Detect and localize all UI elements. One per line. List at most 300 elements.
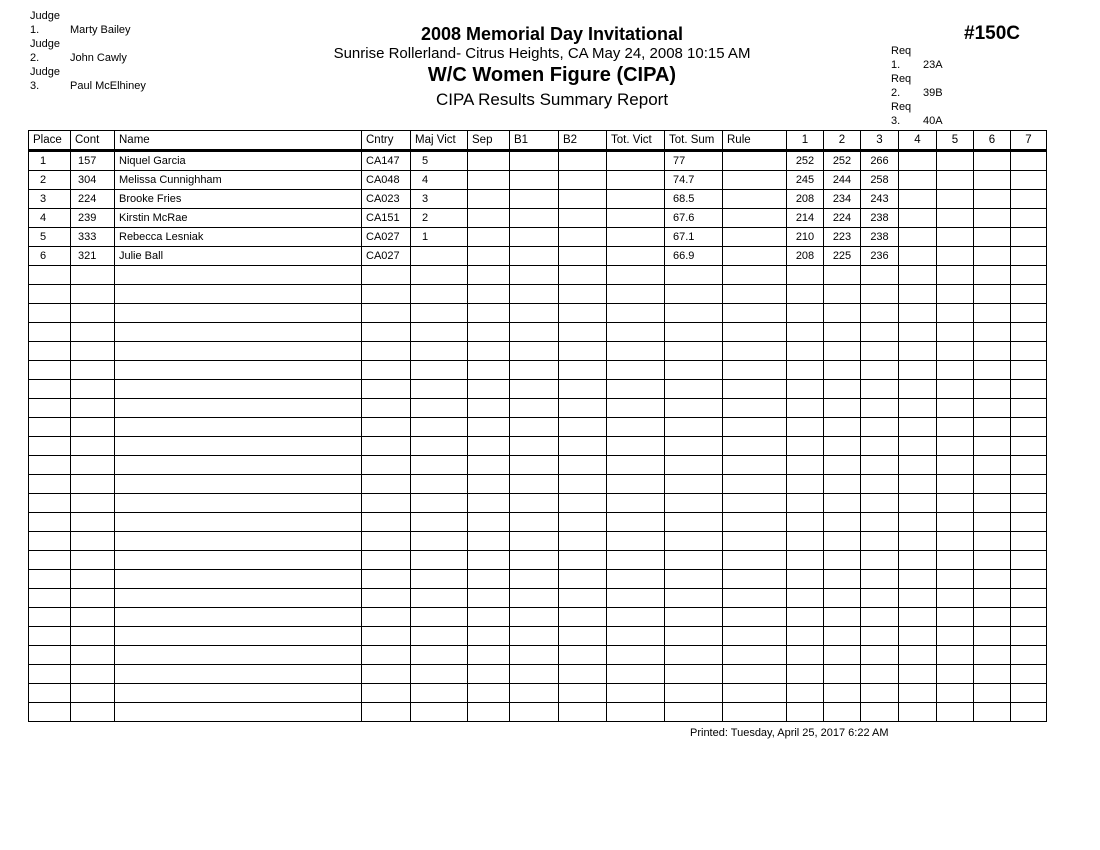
empty-cell — [861, 589, 899, 608]
empty-cell — [861, 380, 899, 399]
empty-cell — [937, 589, 974, 608]
empty-cell — [899, 266, 937, 285]
empty-cell — [559, 475, 607, 494]
empty-cell — [665, 475, 723, 494]
empty-cell — [787, 608, 824, 627]
empty-cell — [824, 266, 861, 285]
empty-cell — [29, 285, 71, 304]
empty-cell — [115, 665, 362, 684]
cell-maj-vict — [411, 247, 468, 266]
empty-cell — [29, 494, 71, 513]
empty-cell — [115, 608, 362, 627]
empty-table-row — [29, 589, 1047, 608]
empty-cell — [787, 323, 824, 342]
empty-cell — [937, 380, 974, 399]
empty-cell — [974, 570, 1011, 589]
empty-cell — [362, 494, 411, 513]
empty-cell — [411, 437, 468, 456]
empty-cell — [723, 684, 787, 703]
cell-cntry: CA048 — [362, 171, 411, 190]
empty-cell — [824, 399, 861, 418]
empty-cell — [115, 266, 362, 285]
empty-cell — [861, 266, 899, 285]
col-header-cont: Cont — [71, 131, 115, 151]
empty-cell — [974, 532, 1011, 551]
empty-cell — [787, 285, 824, 304]
empty-cell — [899, 494, 937, 513]
empty-cell — [1011, 323, 1047, 342]
empty-cell — [362, 646, 411, 665]
empty-cell — [411, 266, 468, 285]
cell-cont: 157 — [71, 151, 115, 171]
empty-cell — [861, 570, 899, 589]
empty-cell — [559, 285, 607, 304]
empty-cell — [899, 513, 937, 532]
cell-j3: 258 — [861, 171, 899, 190]
empty-cell — [937, 475, 974, 494]
empty-cell — [362, 627, 411, 646]
empty-cell — [115, 456, 362, 475]
empty-cell — [362, 266, 411, 285]
cell-cntry: CA027 — [362, 228, 411, 247]
empty-cell — [974, 665, 1011, 684]
empty-cell — [1011, 551, 1047, 570]
empty-cell — [115, 646, 362, 665]
empty-cell — [665, 532, 723, 551]
empty-cell — [411, 323, 468, 342]
empty-cell — [510, 285, 559, 304]
empty-cell — [115, 304, 362, 323]
empty-cell — [362, 304, 411, 323]
empty-cell — [607, 323, 665, 342]
empty-cell — [665, 589, 723, 608]
requirement-3 — [891, 100, 943, 128]
empty-cell — [824, 437, 861, 456]
req-value: 39B — [923, 87, 943, 99]
empty-cell — [1011, 646, 1047, 665]
cell-cont: 304 — [71, 171, 115, 190]
empty-cell — [468, 304, 510, 323]
empty-cell — [824, 646, 861, 665]
empty-cell — [607, 437, 665, 456]
empty-cell — [824, 627, 861, 646]
empty-cell — [787, 475, 824, 494]
col-header-judge-1: 1 — [787, 131, 824, 151]
empty-cell — [468, 646, 510, 665]
empty-cell — [787, 456, 824, 475]
empty-table-row — [29, 361, 1047, 380]
cell-j7 — [1011, 171, 1047, 190]
cell-j3: 243 — [861, 190, 899, 209]
venue-line: Sunrise Rollerland- Citrus Heights, CA May 24, 2008 10:15 AM — [333, 45, 751, 62]
empty-cell — [723, 513, 787, 532]
empty-cell — [559, 361, 607, 380]
empty-cell — [29, 304, 71, 323]
empty-cell — [607, 456, 665, 475]
empty-table-row — [29, 551, 1047, 570]
cell-place: 5 — [29, 228, 71, 247]
empty-cell — [899, 627, 937, 646]
col-header-b1: B1 — [510, 131, 559, 151]
empty-cell — [607, 285, 665, 304]
cell-rule — [723, 190, 787, 209]
empty-cell — [974, 323, 1011, 342]
empty-cell — [665, 608, 723, 627]
empty-table-row — [29, 456, 1047, 475]
cell-place: 1 — [29, 151, 71, 171]
empty-cell — [899, 456, 937, 475]
empty-cell — [861, 304, 899, 323]
empty-cell — [71, 399, 115, 418]
empty-cell — [71, 285, 115, 304]
empty-cell — [1011, 513, 1047, 532]
empty-cell — [362, 589, 411, 608]
empty-cell — [1011, 608, 1047, 627]
cell-b2 — [559, 171, 607, 190]
cell-sep — [468, 151, 510, 171]
empty-table-row — [29, 665, 1047, 684]
judge-name: Paul McElhiney — [70, 80, 146, 92]
empty-cell — [665, 418, 723, 437]
cell-tot-sum: 77 — [665, 151, 723, 171]
empty-cell — [362, 285, 411, 304]
cell-j2: 224 — [824, 209, 861, 228]
empty-cell — [468, 532, 510, 551]
empty-cell — [411, 285, 468, 304]
col-header-maj-vict: Maj Vict — [411, 131, 468, 151]
empty-cell — [71, 627, 115, 646]
empty-cell — [607, 532, 665, 551]
empty-table-row — [29, 703, 1047, 722]
cell-cntry: CA023 — [362, 190, 411, 209]
req-value: 40A — [923, 115, 943, 127]
cell-tot-sum: 74.7 — [665, 171, 723, 190]
empty-cell — [362, 684, 411, 703]
empty-cell — [787, 646, 824, 665]
empty-cell — [29, 456, 71, 475]
empty-cell — [937, 608, 974, 627]
empty-cell — [861, 703, 899, 722]
empty-cell — [723, 323, 787, 342]
empty-cell — [937, 437, 974, 456]
empty-cell — [861, 627, 899, 646]
empty-cell — [665, 361, 723, 380]
empty-cell — [974, 266, 1011, 285]
cell-maj-vict: 1 — [411, 228, 468, 247]
cell-place: 2 — [29, 171, 71, 190]
cell-sep — [468, 247, 510, 266]
col-header-tot-sum: Tot. Sum — [665, 131, 723, 151]
empty-table-row — [29, 475, 1047, 494]
table-header-row — [29, 131, 1047, 151]
empty-cell — [411, 532, 468, 551]
cell-j6 — [974, 247, 1011, 266]
empty-cell — [787, 627, 824, 646]
cell-j4 — [899, 171, 937, 190]
empty-cell — [861, 456, 899, 475]
empty-cell — [824, 285, 861, 304]
cell-j3: 238 — [861, 209, 899, 228]
empty-cell — [937, 703, 974, 722]
empty-cell — [559, 589, 607, 608]
col-header-judge-2: 2 — [824, 131, 861, 151]
empty-cell — [411, 304, 468, 323]
empty-cell — [723, 589, 787, 608]
empty-table-row — [29, 304, 1047, 323]
empty-cell — [559, 266, 607, 285]
empty-cell — [824, 703, 861, 722]
empty-cell — [115, 532, 362, 551]
empty-cell — [861, 551, 899, 570]
empty-cell — [468, 285, 510, 304]
empty-cell — [411, 684, 468, 703]
empty-cell — [974, 475, 1011, 494]
empty-cell — [899, 399, 937, 418]
judge-label: Judge 3. — [30, 66, 60, 92]
empty-cell — [607, 304, 665, 323]
empty-cell — [723, 380, 787, 399]
empty-cell — [974, 703, 1011, 722]
empty-cell — [974, 399, 1011, 418]
empty-cell — [71, 665, 115, 684]
table-row — [29, 247, 1047, 266]
empty-cell — [468, 665, 510, 684]
empty-cell — [974, 456, 1011, 475]
empty-cell — [411, 608, 468, 627]
empty-table-row — [29, 418, 1047, 437]
empty-cell — [861, 513, 899, 532]
empty-cell — [937, 323, 974, 342]
empty-cell — [607, 627, 665, 646]
empty-cell — [71, 608, 115, 627]
cell-b1 — [510, 151, 559, 171]
empty-cell — [510, 304, 559, 323]
empty-cell — [1011, 570, 1047, 589]
empty-cell — [974, 513, 1011, 532]
empty-cell — [1011, 703, 1047, 722]
col-header-sep: Sep — [468, 131, 510, 151]
empty-cell — [468, 475, 510, 494]
empty-cell — [115, 627, 362, 646]
empty-cell — [1011, 266, 1047, 285]
empty-cell — [362, 418, 411, 437]
empty-cell — [468, 703, 510, 722]
empty-cell — [411, 665, 468, 684]
empty-cell — [559, 342, 607, 361]
empty-cell — [71, 703, 115, 722]
empty-cell — [1011, 380, 1047, 399]
empty-cell — [824, 570, 861, 589]
empty-cell — [787, 551, 824, 570]
empty-cell — [115, 323, 362, 342]
empty-cell — [1011, 342, 1047, 361]
empty-cell — [824, 494, 861, 513]
cell-j2: 225 — [824, 247, 861, 266]
empty-cell — [824, 342, 861, 361]
empty-cell — [510, 437, 559, 456]
empty-cell — [787, 399, 824, 418]
empty-cell — [861, 342, 899, 361]
empty-cell — [559, 418, 607, 437]
empty-cell — [723, 285, 787, 304]
empty-cell — [510, 570, 559, 589]
cell-maj-vict: 4 — [411, 171, 468, 190]
empty-cell — [665, 285, 723, 304]
empty-cell — [1011, 665, 1047, 684]
empty-cell — [71, 494, 115, 513]
cell-rule — [723, 151, 787, 171]
judge-1 — [30, 9, 146, 37]
empty-cell — [723, 494, 787, 513]
empty-cell — [937, 266, 974, 285]
cell-b1 — [510, 209, 559, 228]
judge-3 — [30, 65, 146, 93]
empty-cell — [510, 399, 559, 418]
cell-maj-vict: 3 — [411, 190, 468, 209]
empty-cell — [411, 475, 468, 494]
empty-cell — [510, 456, 559, 475]
empty-cell — [974, 437, 1011, 456]
cell-j6 — [974, 209, 1011, 228]
empty-cell — [787, 380, 824, 399]
empty-cell — [411, 627, 468, 646]
empty-cell — [510, 418, 559, 437]
empty-cell — [787, 342, 824, 361]
cell-sep — [468, 171, 510, 190]
cell-tot-vict — [607, 247, 665, 266]
empty-cell — [559, 380, 607, 399]
empty-cell — [607, 475, 665, 494]
judges-list — [30, 9, 146, 93]
cell-j1: 252 — [787, 151, 824, 171]
cell-b2 — [559, 209, 607, 228]
cell-b2 — [559, 228, 607, 247]
cell-rule — [723, 228, 787, 247]
judge-2 — [30, 37, 146, 65]
cell-name: Rebecca Lesniak — [115, 228, 362, 247]
empty-cell — [861, 646, 899, 665]
empty-cell — [29, 665, 71, 684]
empty-cell — [723, 646, 787, 665]
cell-place: 6 — [29, 247, 71, 266]
col-header-judge-6: 6 — [974, 131, 1011, 151]
empty-cell — [974, 380, 1011, 399]
empty-cell — [362, 361, 411, 380]
empty-cell — [71, 456, 115, 475]
empty-cell — [1011, 399, 1047, 418]
empty-cell — [71, 342, 115, 361]
empty-cell — [607, 646, 665, 665]
empty-cell — [71, 361, 115, 380]
empty-cell — [824, 323, 861, 342]
empty-cell — [665, 399, 723, 418]
cell-tot-sum: 68.5 — [665, 190, 723, 209]
empty-cell — [974, 342, 1011, 361]
empty-cell — [937, 570, 974, 589]
empty-cell — [607, 380, 665, 399]
empty-cell — [974, 684, 1011, 703]
empty-cell — [71, 532, 115, 551]
empty-cell — [665, 684, 723, 703]
cell-j1: 208 — [787, 247, 824, 266]
empty-cell — [411, 513, 468, 532]
cell-cntry: CA151 — [362, 209, 411, 228]
empty-cell — [362, 570, 411, 589]
empty-cell — [1011, 589, 1047, 608]
empty-cell — [411, 342, 468, 361]
empty-cell — [723, 399, 787, 418]
empty-table-row — [29, 399, 1047, 418]
empty-cell — [1011, 285, 1047, 304]
empty-table-row — [29, 437, 1047, 456]
cell-j4 — [899, 228, 937, 247]
cell-j7 — [1011, 151, 1047, 171]
empty-cell — [115, 551, 362, 570]
cell-j1: 245 — [787, 171, 824, 190]
empty-cell — [510, 551, 559, 570]
empty-cell — [824, 361, 861, 380]
empty-cell — [510, 475, 559, 494]
empty-table-row — [29, 380, 1047, 399]
empty-cell — [937, 646, 974, 665]
judge-label: Judge 1. — [30, 10, 60, 36]
cell-j2: 234 — [824, 190, 861, 209]
table-body — [29, 151, 1047, 722]
empty-cell — [29, 684, 71, 703]
empty-cell — [607, 589, 665, 608]
empty-cell — [824, 608, 861, 627]
cell-b2 — [559, 247, 607, 266]
cell-j5 — [937, 151, 974, 171]
empty-cell — [899, 323, 937, 342]
empty-cell — [362, 323, 411, 342]
empty-cell — [71, 304, 115, 323]
empty-cell — [29, 627, 71, 646]
empty-cell — [861, 494, 899, 513]
empty-cell — [559, 532, 607, 551]
empty-cell — [71, 551, 115, 570]
cell-j1: 214 — [787, 209, 824, 228]
empty-cell — [29, 608, 71, 627]
empty-cell — [899, 665, 937, 684]
empty-cell — [899, 703, 937, 722]
cell-b2 — [559, 151, 607, 171]
req-label: Req 3. — [891, 101, 912, 127]
req-value: 23A — [923, 59, 943, 71]
empty-cell — [115, 589, 362, 608]
empty-cell — [71, 475, 115, 494]
col-header-tot-vict: Tot. Vict — [607, 131, 665, 151]
empty-table-row — [29, 323, 1047, 342]
empty-cell — [937, 513, 974, 532]
empty-cell — [29, 532, 71, 551]
empty-table-row — [29, 532, 1047, 551]
empty-cell — [411, 456, 468, 475]
cell-j2: 223 — [824, 228, 861, 247]
empty-cell — [787, 304, 824, 323]
cell-cont: 224 — [71, 190, 115, 209]
table-row — [29, 171, 1047, 190]
cell-maj-vict: 5 — [411, 151, 468, 171]
cell-sep — [468, 190, 510, 209]
empty-cell — [824, 665, 861, 684]
empty-cell — [411, 418, 468, 437]
empty-cell — [861, 532, 899, 551]
empty-cell — [411, 361, 468, 380]
empty-cell — [665, 456, 723, 475]
empty-cell — [665, 266, 723, 285]
empty-cell — [115, 475, 362, 494]
